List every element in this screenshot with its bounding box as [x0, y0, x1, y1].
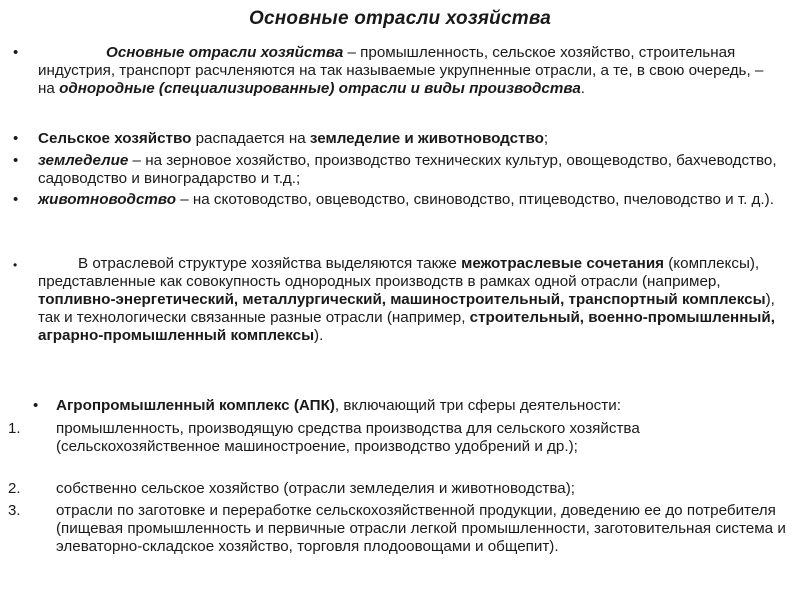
term-farming-livestock: земледелие и животноводство: [309, 130, 544, 147]
list-item: промышленность, производящую средства производства для сельского хозяйства (сельскохозяйственное машиностроение, производство удобрений и др.);: [56, 420, 640, 455]
page-title: Основные отрасли хозяйства: [248, 8, 552, 29]
term-apk: Агропромышленный комплекс (АПК): [56, 397, 335, 414]
text: ).: [314, 327, 324, 344]
text: ;: [543, 130, 549, 147]
text: .: [580, 80, 586, 97]
text: – на скотоводство, овцеводство, свиноводство, птицеводство, пчеловодство и т. д.).: [175, 191, 774, 208]
paragraph-main-branches: [38, 44, 778, 98]
term-complexes-examples-1: топливно-энергетический, металлургический, машиностроительный, транспортный комплексы: [38, 291, 766, 308]
paragraph-agriculture: [38, 130, 778, 148]
list-number: 1.: [8, 420, 21, 437]
text: – промышленность, сельское хозяйство, строительная индустрия, транспорт расчленяются на так называемые укрупненные отрасли, а те, в свою очередь, – на: [38, 44, 764, 97]
text: , включающий три сферы деятельности:: [334, 397, 621, 414]
text: ), так и технологически связанные разные отрасли (например,: [38, 291, 775, 326]
text: распадается на: [191, 130, 310, 147]
term-intersectoral: межотраслевые сочетания: [461, 255, 665, 272]
term-farming: земледелие: [38, 152, 129, 169]
list-number: 2.: [8, 480, 21, 497]
term-homogeneous: однородные (специализированные): [59, 80, 335, 97]
bullet-4: •: [13, 191, 19, 208]
text: (комплексы), представленные как совокупность однородных производств в рамках одной отрасли (например,: [38, 255, 760, 290]
term-complexes-examples-2: строительный, военно-промышленный, аграрно-промышленный комплексы: [38, 309, 775, 344]
bullet-3: •: [13, 152, 19, 169]
paragraph-apk: [56, 397, 786, 415]
paragraph-intersectoral: [38, 255, 778, 345]
term-main-branches: Основные отрасли хозяйства: [106, 44, 344, 61]
text: В отраслевой структуре хозяйства выделяются также: [78, 255, 462, 272]
term-branches-production: отрасли и виды производства: [338, 80, 581, 97]
list-item: собственно сельское хозяйство (отрасли земледелия и животноводства);: [56, 480, 576, 497]
bullet-5: •: [13, 258, 18, 272]
list-item: отрасли по заготовке и переработке сельскохозяйственной продукции, доведению ее до потребителя (пищевая промышленность и первичные отрасли легкой промышленности, заготовительная система и элеваторно-складское хозяйство, торговля плодоовощами и общепит).: [56, 502, 786, 555]
list-number: 3.: [8, 502, 21, 519]
term-livestock: животноводство: [38, 191, 176, 208]
bullet-1: •: [13, 44, 19, 61]
text: – на зерновое хозяйство, производство технических культур, овощеводство, бахчеводство, садоводство и виноградарство и т.д.;: [38, 152, 777, 187]
bullet-6: •: [33, 397, 39, 414]
bullet-2: •: [13, 130, 19, 147]
paragraph-livestock: [38, 191, 778, 209]
term-agriculture: Сельское хозяйство: [38, 130, 192, 147]
paragraph-farming: [38, 152, 778, 188]
